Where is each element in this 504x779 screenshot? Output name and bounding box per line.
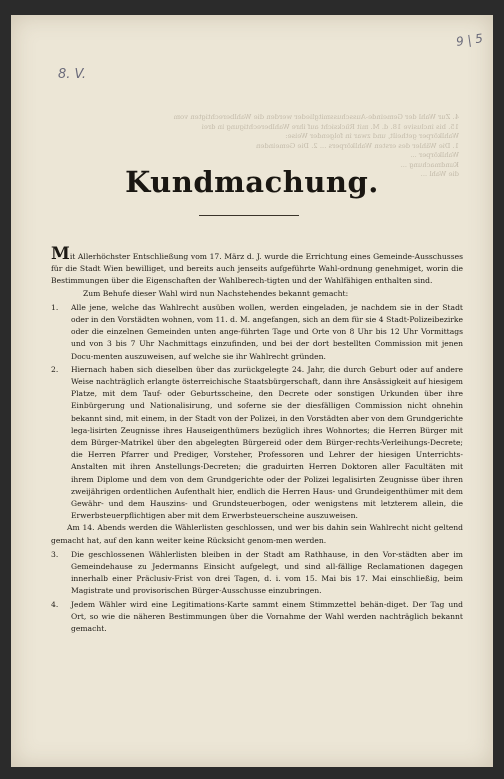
item-number: 1. — [51, 302, 59, 312]
bleed-line: Wahlkörper ... — [410, 151, 459, 159]
shelfmark-note: 8. V. — [58, 67, 87, 82]
item-text: Alle jene, welche das Wahlrecht ausüben wollen, werden eingeladen, je nachdem sie in der Stadt oder in den Vorstädten wohnen, vom 11. d. M. angefangen, sich an dem für sie 4 Stadt-Polizeibezirke oder die einzelnen Gemeinden unten ange-führten Tage und Orte von 8 Uhr bis 12 Uhr Vormittags und von 3 bis 7 Uhr Nachmittags einzufinden, und bei der dort bestellten Commission mit jenen Docu-menten auszuweisen, auf welche sie ihr Wahlrecht gründen. — [71, 302, 463, 361]
document-title: Kundmachung. — [125, 165, 379, 199]
item-number: 4. — [51, 599, 59, 609]
corner-note: 9 | 5 — [455, 31, 484, 49]
closing-paragraph: Am 14. Abends werden die Wählerlisten geschlossen, und wer bis dahin sein Wahlrecht nicht geltend gemacht hat, auf den kann weiter keine Rücksicht genom-men werden. — [51, 523, 463, 545]
item-number: 3. — [51, 549, 59, 559]
numbered-list — [51, 549, 463, 635]
item-text: Jedem Wähler wird eine Legitimations-Karte sammt einem Stimmzettel behän-diget. Der Tag und Ort, so wie die näheren Bestimmungen über die Vornahme der Wahl werden nachträglich bekannt gemacht. — [71, 599, 463, 634]
bleed-line: Wahlkörper getheilt, und zwar in folgender Weise: — [285, 132, 459, 140]
title-divider — [199, 215, 299, 216]
drop-initial: M — [51, 244, 70, 264]
intro-text: it Allerhöchster Entschließung vom 17. März d. J. wurde die Errichtung eines Gemeinde-Ausschusses für die Stadt Wien bewilliget, und bereits auch jenseits aufgeführte Wahl-ordnung genehmiget, worin die Bestimmungen über die Eigenschaften der Wahlberech-tigten und der Wahlfähigen enthalten sind. — [51, 252, 463, 286]
bleed-line: 1. Die Wähler des ersten Wahlkörpers ... 2. Die Gemeinden — [256, 141, 459, 150]
announcement-note: Zum Behufe dieser Wahl wird nun Nachstehendes bekannt gemacht: — [83, 288, 349, 298]
item-text: Hiernach haben sich dieselben über das zurückgelegte 24. Jahr, die durch Geburt oder auf andere Weise nachträglich erlangte österreichische Staatsbürgerschaft, dann ihre Ansässigkeit auf hiesigem Platze, mit dem Tauf- oder Geburtsscheine, den Decrete oder sonstigen Urkunden über ihre Einbürgerung und Nationalisirung, und soferne sie der diesfälligen Commission nicht ohnehin bekannt sind, mit einem, in der Stadt von der Polizei, in den Vorstädten aber von dem Grundgerichte lega-lisirten Zeugnisse ihres Hauseigenthümers bezüglich ihres Wohnortes; die Herren Bürger mit dem Bürger-Matrikel über den abgelegten Bürgereid oder dem Bürger-rechts-Verleihungs-Decrete; die Herren Pfarrer und Prediger, Vorsteher, Professoren und Lehrer der hiesigen Unterrichts-Anstalten mit ihren Anstellungs-Decreten; die graduirten Herren Doktoren aller Facultäten mit ihrem Diplome und dem von dem Grundgerichte oder der Polizei legalisirten Zeugnisse über ihren zweijährigen ordentlichen Aufenthalt hier, endlich die Herren Haus- und Grundeigenthümer mit dem Gewähr- und dem Hauszins- und Grundsteuerbogen, oder wenigstens mit letzterem allein, die Erwerbsteuerpflichtigen aber mit dem Erwerbsteuerscheine auszuweisen. — [71, 364, 463, 521]
bleed-line: die Wahl ... — [420, 170, 459, 178]
list-item — [51, 549, 463, 598]
bleed-line: 15. bis inclusive 18. d. M. mit Rücksicht auf ihre Wahlberechtigung in drei — [201, 122, 459, 131]
numbered-list — [51, 302, 463, 523]
list-item — [51, 599, 463, 636]
bleed-line: 4. Zur Wahl der Gemeinde-Ausschussmitglieder werden die Wahlberechtigten vom — [173, 113, 459, 121]
document-sheet — [11, 15, 493, 767]
bleed-line: Kundmachung ... — [400, 160, 459, 169]
item-number: 2. — [51, 364, 59, 374]
item-text: Die geschlossenen Wählerlisten bleiben in der Stadt am Rathhause, in den Vor-städten aber im Gemeindehause zu Jedermanns Einsicht aufgelegt, und sind all-fällige Reclamationen dagegen innerhalb einer Präclusiv-Frist von drei Tagen, d. i. vom 15. Mai bis 17. Mai einschließig, beim Magistrate und provisorischen Bürger-Ausschusse einzubringen. — [71, 549, 463, 596]
list-item — [51, 302, 463, 363]
document-body — [51, 244, 463, 635]
list-item — [51, 364, 463, 523]
intro-paragraph — [51, 244, 463, 288]
